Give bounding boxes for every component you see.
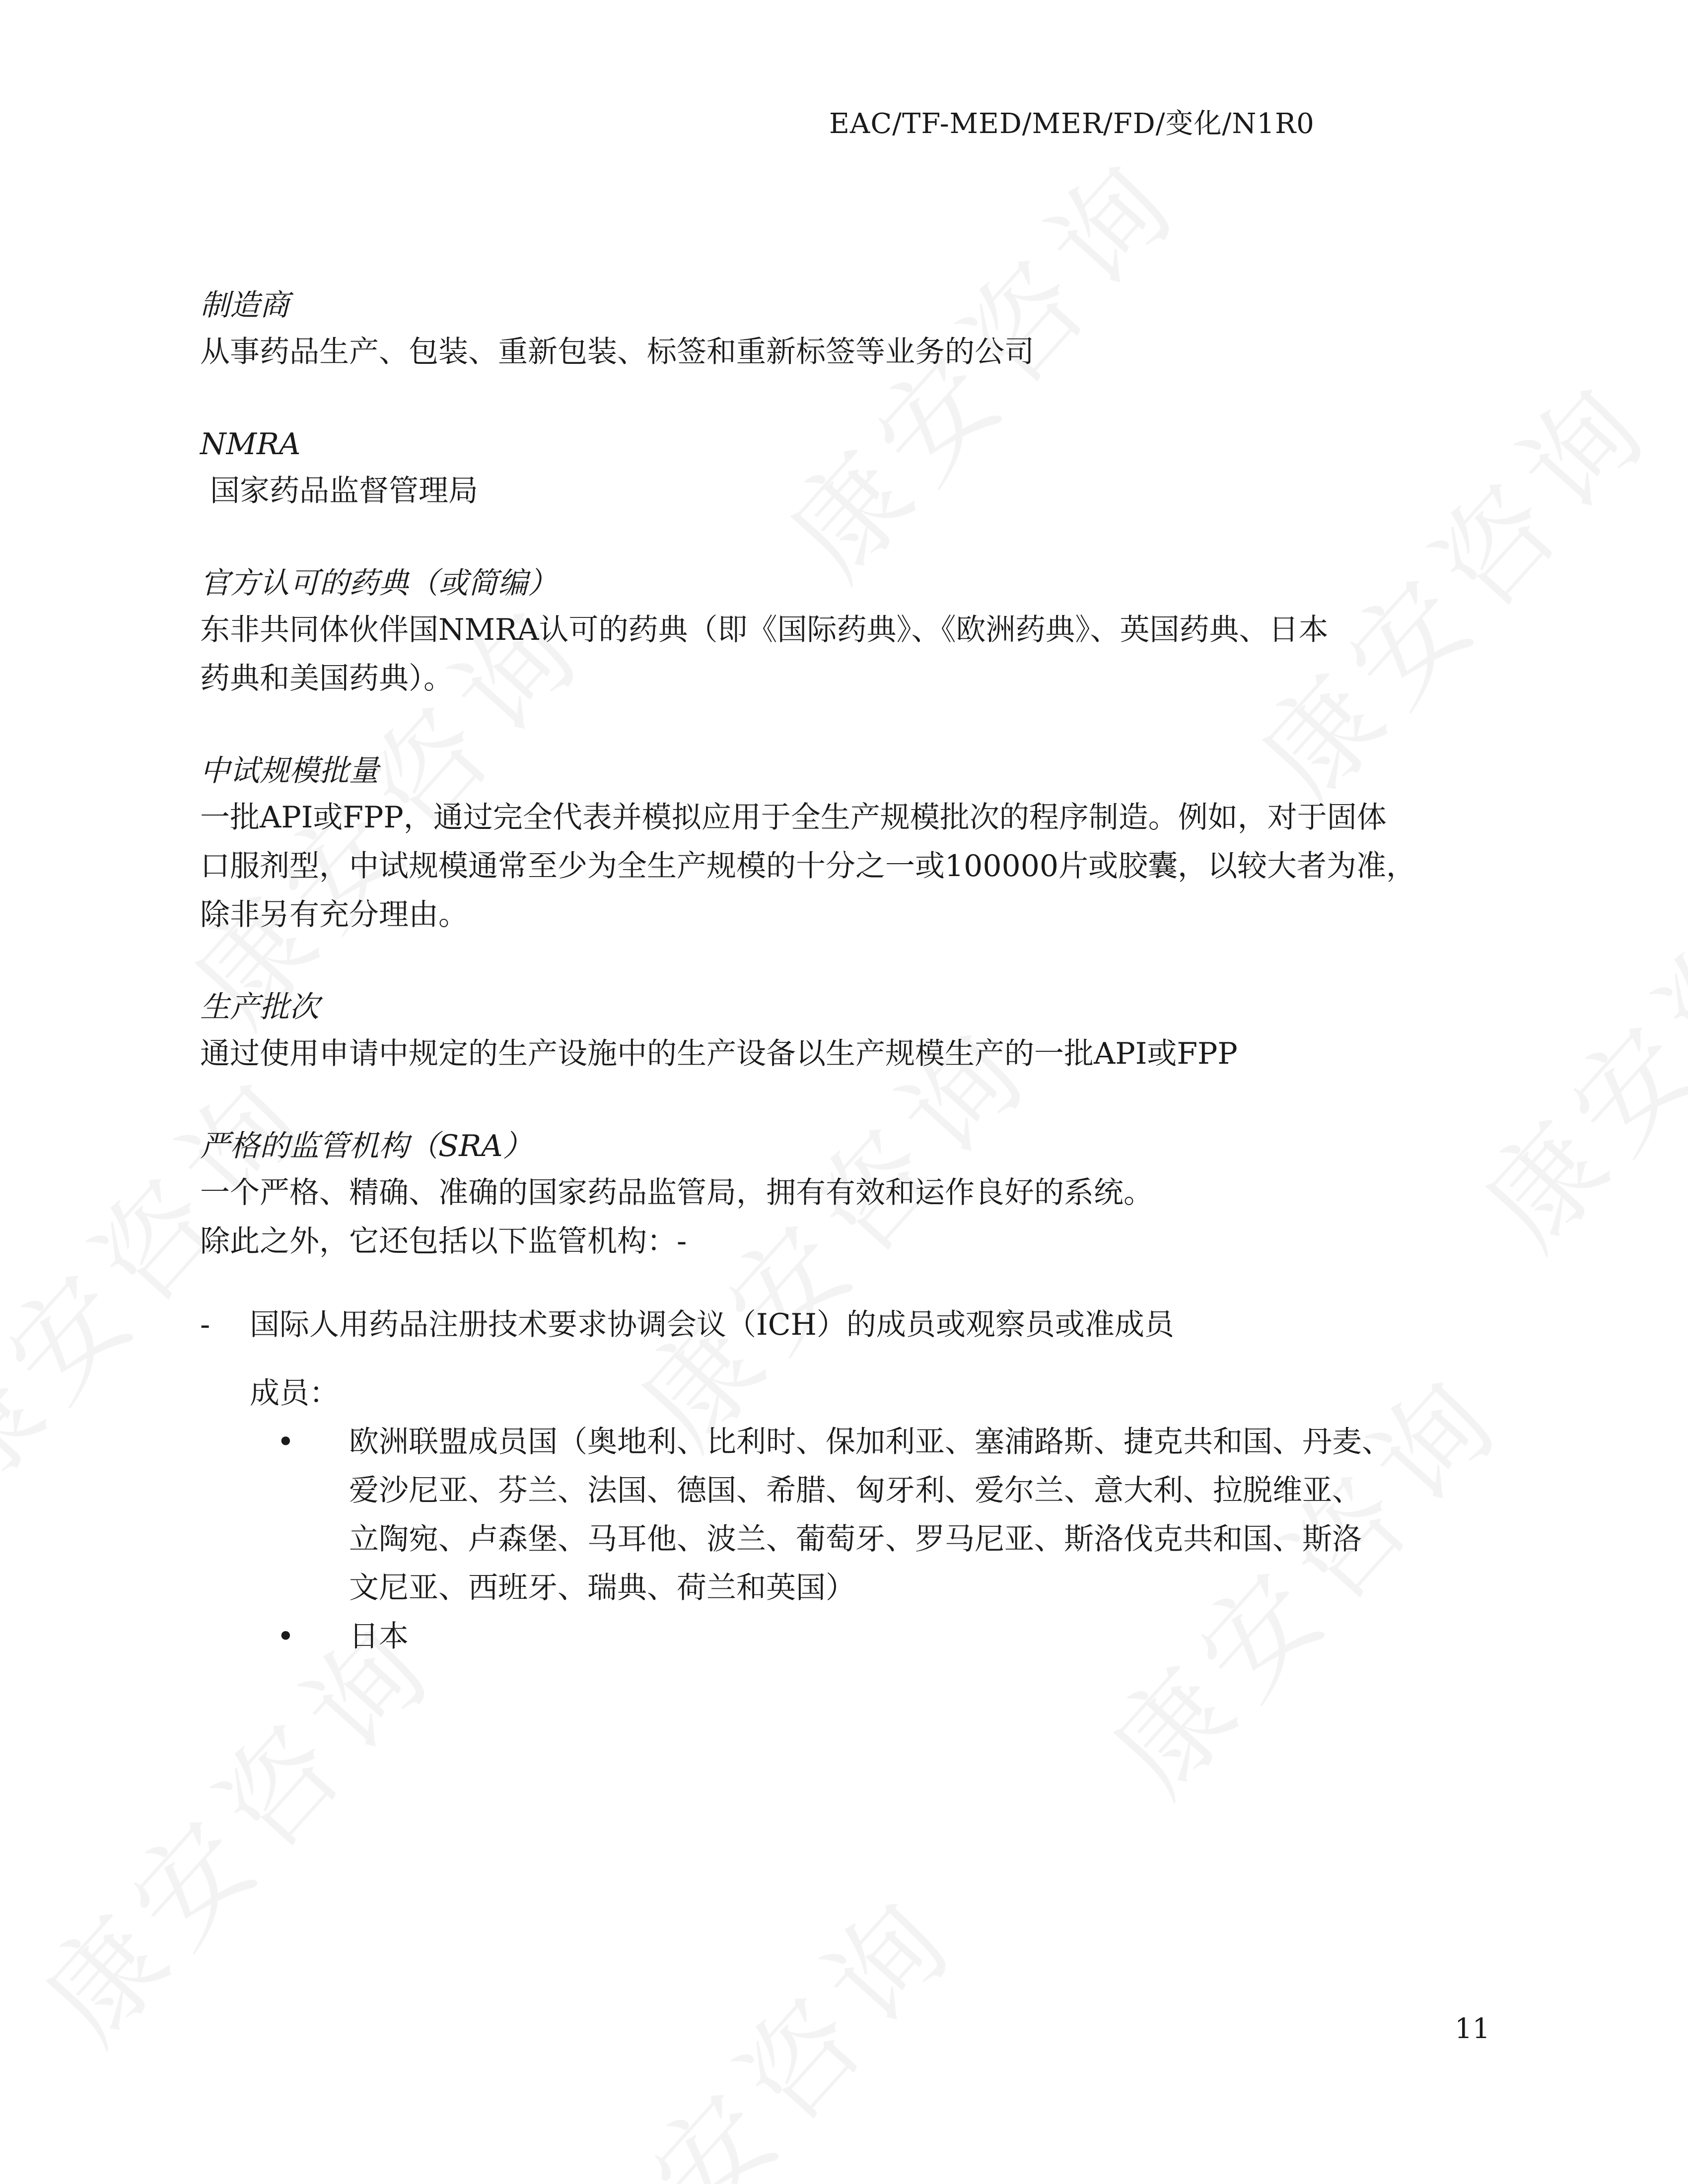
bullet-marker: • — [277, 1425, 294, 1459]
term-pharmacopoeia: 官方认可的药典（或简编） — [200, 566, 558, 601]
document-body — [200, 283, 1521, 1661]
member-eu-line4: 文尼亚、西班牙、瑞典、荷兰和英国） — [349, 1570, 855, 1605]
definition-sra-line1: 一个严格、精确、准确的国家药品监管局，拥有有效和运作良好的系统。 — [200, 1175, 1153, 1210]
definition-nmra: 国家药品监督管理局 — [210, 474, 478, 508]
list-item — [200, 1418, 1521, 1612]
definition-pilot-batch-line2: 口服剂型，中试规模通常至少为全生产规模的十分之一或100000片或胶囊，以较大者为准， — [200, 849, 1416, 884]
definition-pharmacopoeia-line1: 东非共同体伙伴国NMRA认可的药典（即《国际药典》、《欧洲药典》、英国药典、日本 — [200, 613, 1329, 647]
definition-production-batch: 通过使用申请中规定的生产设施中的生产设备以生产规模生产的一批API或FPP — [200, 1036, 1238, 1071]
member-japan: 日本 — [349, 1619, 409, 1654]
list-item — [200, 1612, 1521, 1661]
member-eu-line2: 爱沙尼亚、芬兰、法国、德国、希腊、匈牙利、爱尔兰、意大利、拉脱维亚、 — [349, 1473, 1362, 1508]
definition-pilot-batch-line3: 除非另有充分理由。 — [200, 897, 468, 932]
term-pilot-batch: 中试规模批量 — [200, 753, 379, 788]
ich-item-text: 国际人用药品注册技术要求协调会议（ICH）的成员或观察员或准成员 — [250, 1307, 1174, 1342]
term-manufacturer: 制造商 — [200, 288, 289, 323]
document-id: EAC/TF-MED/MER/FD/变化/N1R0 — [829, 108, 1315, 140]
definition-pilot-batch-line1: 一批API或FPP，通过完全代表并模拟应用于全生产规模批次的程序制造。例如，对于固体 — [200, 800, 1387, 835]
term-nmra: NMRA — [200, 427, 301, 462]
members-list — [200, 1418, 1521, 1661]
definition-manufacturer: 从事药品生产、包装、重新包装、标签和重新标签等业务的公司 — [200, 335, 1034, 369]
member-eu-line1: 欧洲联盟成员国（奥地利、比利时、保加利亚、塞浦路斯、捷克共和国、丹麦、 — [349, 1425, 1392, 1459]
watermark-text — [521, 1850, 989, 2184]
ich-list-item — [200, 1300, 1521, 1349]
members-label: 成员： — [250, 1376, 339, 1411]
bullet-marker: • — [277, 1619, 294, 1654]
term-production-batch: 生产批次 — [200, 990, 319, 1024]
term-sra: 严格的监管机构（SRA） — [200, 1129, 533, 1163]
dash-marker: - — [200, 1307, 211, 1342]
definition-sra-line2: 除此之外，它还包括以下监管机构：- — [200, 1224, 687, 1259]
definition-pharmacopoeia-line2: 药典和美国药典）。 — [200, 661, 453, 696]
member-eu-line3: 立陶宛、卢森堡、马耳他、波兰、葡萄牙、罗马尼亚、斯洛伐克共和国、斯洛 — [349, 1522, 1362, 1557]
page-number: 11 — [1455, 2013, 1490, 2045]
